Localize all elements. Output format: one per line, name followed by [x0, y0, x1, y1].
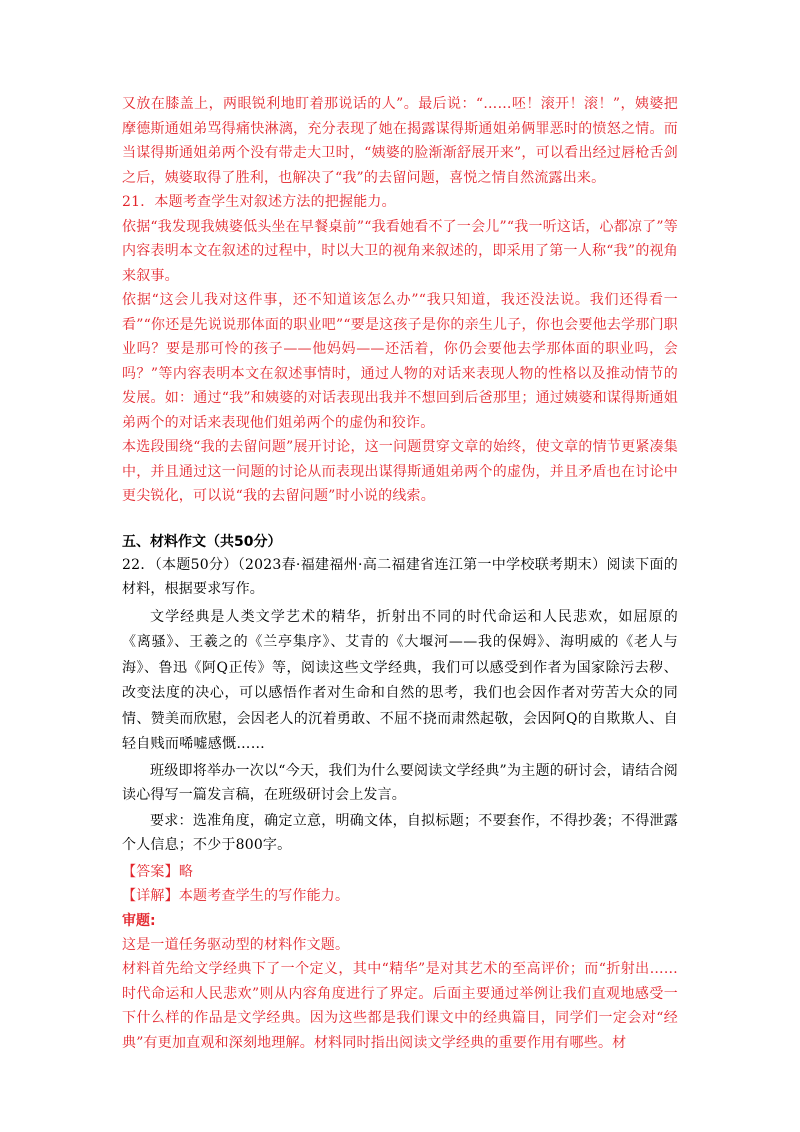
review-paragraph-1: 这是一道任务驱动型的材料作文题。 [122, 936, 350, 953]
question-22-material: 文学经典是人类文学艺术的精华，折射出不同的时代命运和人民悲欢，如屈原的《离骚》、王羲之的《兰亭集序》、艾青的《大堰河——我的保姆》、海明威的《老人与海》、鲁迅《阿Q正传》等，阅读这些文学经典，我们可以感受到作者为国家除污去秽、改变法度的决心，可以感悟作者对生命和自然的思考，我们也会因作者对劳苦大众的同情、赞美而欣慰，会因老人的沉着勇敢、不屈不挠而肃然起敬，会因阿Q的自欺欺人、自轻自贱而唏嘘感慨…… [122, 608, 678, 752]
review-paragraph-2: 材料首先给文学经典下了一个定义，其中“精华”是对其艺术的至高评价；而“折射出……时代命运和人民悲欢”则从内容角度进行了界定。后面主要通过举例让我们直观地感受一下什么样的作品是文学经典。因为这些都是我们课文中的经典篇目，同学们一定会对“经典”有更加直观和深刻地理解。材料同时指出阅读文学经典的重要作用有哪些。材 [122, 961, 678, 1051]
question-22-stem [122, 553, 678, 602]
question-22-task: 班级即将举办一次以“今天，我们为什么要阅读文学经典”为主题的研讨会，请结合阅读心得写一篇发言稿，在班级研讨会上发言。 [122, 762, 678, 803]
section-5-heading: 五、材料作文（共50分） [122, 533, 282, 550]
answer-21-clue-analysis: 本选段围绕“我的去留问题”展开讨论，这一问题贯穿文章的始终，使文章的情节更紧凑集中，并且通过这一问题的讨论从而表现出谋得斯通姐弟两个的虚伪，并且矛盾也在讨论中更尖锐化，可以说“我的去留问题”时小说的线索。 [122, 439, 678, 504]
answer-text: 略 [178, 863, 194, 880]
answer-21-dialogue-analysis: 依据“这会儿我对这件事，还不知道该怎么办”“我只知道，我还没法说。我们还得看一看”“你还是先说说那体面的职业吧”“要是这孩子是你的亲生儿子，你也会要他去学那门职业吗？要是那可怜的孩子——他妈妈——还活着，你仍会要他去学那体面的职业吗，会吗？”等内容表明本文在叙述事情时，通过人物的对话来表现人物的性格以及推动情节的发展。如：通过“我”和姨婆的对话表现出我并不想回到后爸那里；通过姨婆和谋得斯通姐弟两个的对话来表现他们姐弟两个的虚伪和狡诈。 [122, 292, 678, 431]
detail-line [122, 884, 678, 909]
question-22-number: 22． [122, 556, 155, 573]
detail-text: 本题考查学生的写作能力。 [178, 888, 350, 904]
document-content [122, 92, 678, 1055]
detail-tag: 【详解】 [122, 888, 179, 904]
answer-line [122, 860, 678, 885]
question-21-explanation: 21．本题考查学生对叙述方法的把握能力。 [122, 194, 396, 210]
question-22-meta: （本题50分）（2023春·福建福州·高二福建省连江第一中学校联考期末）阅读下面的材料，根据要求写作。 [122, 556, 678, 597]
review-label: 审题: [122, 912, 156, 929]
answer-21-continuation: 又放在膝盖上，两眼锐利地盯着那说话的人”。最后说：“……呸！滚开！滚！”，姨婆把摩德斯通姐弟骂得痛快淋漓，充分表现了她在揭露谋得斯通姐弟俩罪恶时的愤怒之情。而当谋得斯通姐弟两个没有带走大卫时，“姨婆的脸渐渐舒展开来”，可以看出经过唇枪舌剑之后，姨婆取得了胜利，也解决了“我”的去留问题，喜悦之情自然流露出来。 [122, 96, 678, 186]
question-22-requirements: 要求：选准角度，确定立意，明确文体，自拟标题；不要套作，不得抄袭；不得泄露个人信息；不少于800字。 [122, 812, 678, 853]
answer-21-first-person-analysis: 依据“我发现我姨婆低头坐在早餐桌前”“我看她看不了一会儿”“我一听这话，心都凉了”等内容表明本文在叙述的过程中，时以大卫的视角来叙述的，即采用了第一人称“我”的视角来叙事。 [122, 218, 678, 284]
answer-tag: 【答案】 [122, 863, 179, 880]
